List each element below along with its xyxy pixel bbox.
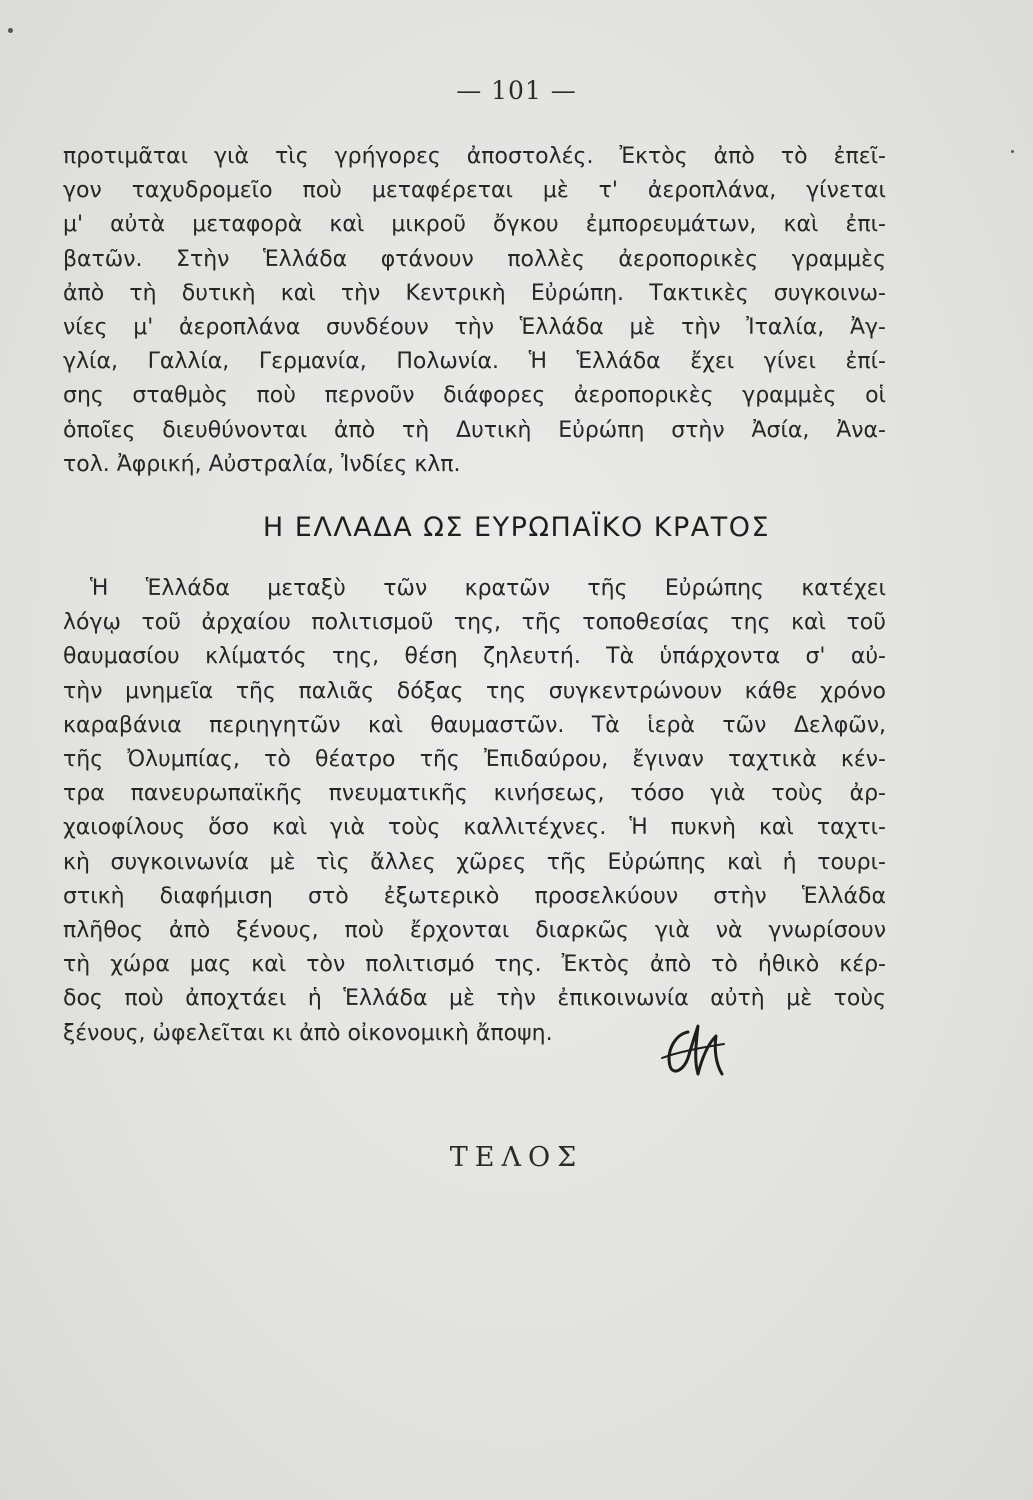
text-line: δος ποὺ ἀποχτάει ἡ Ἑλλάδα μὲ τὴν ἐπικοινωνία αὐτὴ μὲ τοὺς bbox=[63, 986, 886, 1012]
text-line: γον ταχυδρομεῖο ποὺ μεταφέρεται μὲ τ' ἀεροπλάνα, γίνεται bbox=[63, 178, 886, 204]
text-line: Ἡ Ἑλλάδα μεταξὺ τῶν κρατῶν τῆς Εὐρώπης κατέχει bbox=[90, 576, 886, 601]
text-line: τὴ χώρα μας καὶ τὸν πολιτισμό της. Ἐκτὸς ἀπὸ τὸ ἠθικὸ κέρ- bbox=[63, 952, 886, 978]
text-line: στικὴ διαφήμιση στὸ ἐξωτερικὸ προσελκύουν στὴν Ἑλλάδα bbox=[63, 883, 886, 909]
text-line: προτιμᾶται γιὰ τὶς γρήγορες ἀποστολές. Ἐκτὸς ἀπὸ τὸ ἐπεῖ- bbox=[63, 144, 886, 169]
text-line: λόγῳ τοῦ ἀρχαίου πολιτισμοῦ της, τῆς τοποθεσίας της καὶ τοῦ bbox=[63, 610, 886, 636]
dust-speck bbox=[8, 28, 13, 33]
text-line: γλία, Γαλλία, Γερμανία, Πολωνία. Ἡ Ἑλλάδα ἔχει γίνει ἐπί- bbox=[63, 349, 886, 375]
text-line: ὁποῖες διευθύνονται ἀπὸ τὴ Δυτικὴ Εὐρώπη στὴν Ἀσία, Ἀνα- bbox=[63, 417, 886, 443]
section-heading: Η ΕΛΛΑΔΑ ΩΣ ΕΥΡΩΠΑΪΚΟ ΚΡΑΤΟΣ bbox=[262, 512, 771, 543]
text-line: βατῶν. Στὴν Ἑλλάδα φτάνουν πολλὲς ἀεροπορικὲς γραμμὲς bbox=[63, 246, 886, 272]
text-line: ξένους, ὠφελεῖται κι ἀπὸ οἰκονομικὴ ἄποψη. bbox=[63, 1020, 553, 1046]
handwritten-signature bbox=[658, 1018, 728, 1080]
text-line: τολ. Ἀφρική, Αὐστραλία, Ἰνδίες κλπ. bbox=[63, 451, 461, 477]
text-line: σης σταθμὸς ποὺ περνοῦν διάφορες ἀεροπορικὲς γραμμὲς οἱ bbox=[63, 383, 886, 409]
dust-speck bbox=[1011, 150, 1014, 153]
text-line: μ' αὐτὰ μεταφορὰ καὶ μικροῦ ὄγκου ἐμπορευμάτων, καὶ ἐπι- bbox=[63, 212, 886, 238]
text-line: καραβάνια περιηγητῶν καὶ θαυμαστῶν. Τὰ ἱερὰ τῶν Δελφῶν, bbox=[63, 712, 886, 738]
text-line: τῆς Ὀλυμπίας, τὸ θέατρο τῆς Ἐπιδαύρου, ἔγιναν ταχτικὰ κέν- bbox=[63, 747, 886, 773]
end-word: ΤΕΛΟΣ bbox=[449, 1142, 584, 1173]
paragraph-greece-europe bbox=[63, 572, 886, 1051]
text-line: χαιοφίλους ὅσο καὶ γιὰ τοὺς καλλιτέχνες. Ἡ πυκνὴ καὶ ταχτι- bbox=[63, 815, 886, 841]
text-line: ἀπὸ τὴ δυτικὴ καὶ τὴν Κεντρικὴ Εὐρώπη. Τακτικὲς συγκοινω- bbox=[63, 280, 886, 306]
paragraph-air-transport bbox=[63, 140, 886, 482]
text-line: νίες μ' ἀεροπλάνα συνδέουν τὴν Ἑλλάδα μὲ τὴν Ἰταλία, Ἀγ- bbox=[63, 315, 886, 341]
text-line: κὴ συγκοινωνία μὲ τὶς ἄλλες χῶρες τῆς Εὐρώπης καὶ ἡ τουρι- bbox=[63, 849, 886, 875]
text-line: τρα πανευρωπαϊκῆς πνευματικῆς κινήσεως, τόσο γιὰ τοὺς ἀρ- bbox=[63, 781, 886, 807]
text-line: τὴν μνημεῖα τῆς παλιᾶς δόξας της συγκεντρώνουν κάθε χρόνο bbox=[63, 678, 886, 704]
text-line: πλῆθος ἀπὸ ξένους, ποὺ ἔρχονται διαρκῶς γιὰ νὰ γνωρίσουν bbox=[63, 918, 886, 944]
page-number: — 101 — bbox=[456, 76, 577, 105]
text-line: θαυμασίου κλίματός της, θέση ζηλευτή. Τὰ ὑπάρχοντα σ' αὐ- bbox=[63, 644, 886, 670]
